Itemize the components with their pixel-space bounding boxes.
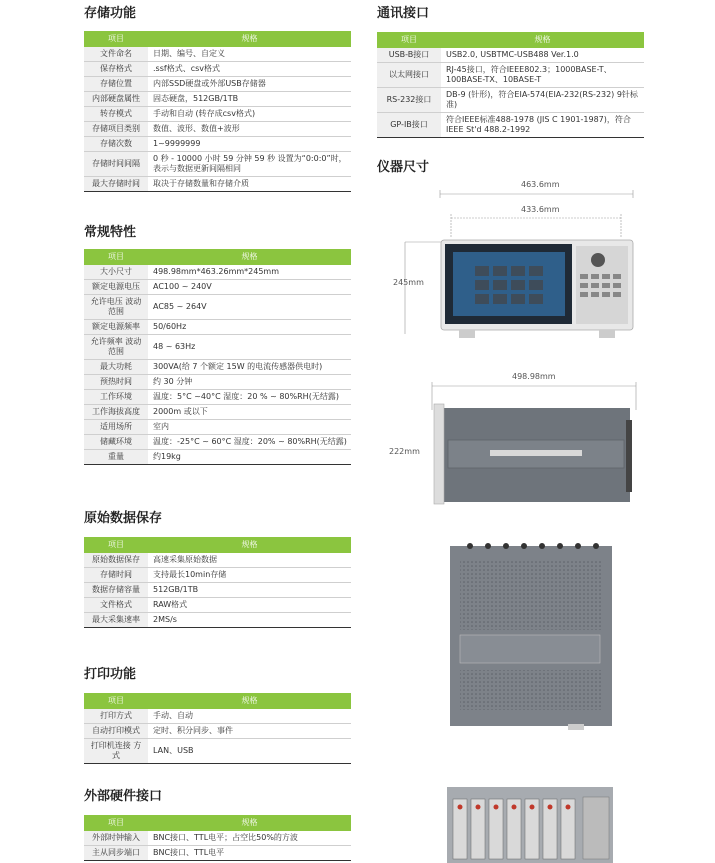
row-key: 文件命名 xyxy=(84,47,148,62)
row-value: 手动、自动 xyxy=(148,709,351,724)
row-value: 约 30 分钟 xyxy=(148,375,351,390)
table-row xyxy=(84,420,351,435)
table-row xyxy=(84,568,351,583)
row-value: AC100 ~ 240V xyxy=(148,280,351,295)
row-key: 工作海拔高度 xyxy=(84,405,148,420)
row-value: USB2.0, USBTMC-USB488 Ver.1.0 xyxy=(441,48,644,63)
row-value: 1~9999999 xyxy=(148,137,351,152)
table-row xyxy=(84,831,351,846)
table-row xyxy=(84,435,351,450)
row-key: 工作环境 xyxy=(84,390,148,405)
row-key: 允许频率 波动范围 xyxy=(84,335,148,360)
row-key: 保存格式 xyxy=(84,62,148,77)
side-view-drawing xyxy=(420,380,645,510)
row-key: 打印机连接 方式 xyxy=(84,739,148,764)
front-view-drawing xyxy=(395,188,645,348)
general-table xyxy=(84,249,351,465)
row-value: RJ-45接口，符合IEEE802.3；1000BASE-T、100BASE-TX、10BASE-T xyxy=(441,63,644,88)
table-row xyxy=(84,122,351,137)
row-value: 定时、积分同步、事件 xyxy=(148,724,351,739)
row-key: 数据存储容量 xyxy=(84,583,148,598)
table-row xyxy=(84,62,351,77)
row-value: BNC接口、TTL电平 xyxy=(148,846,351,861)
table-row xyxy=(84,405,351,420)
row-value: 固态硬盘，512GB/1TB xyxy=(148,92,351,107)
print-title: 打印功能 xyxy=(84,667,137,682)
header-spec: 规格 xyxy=(148,815,351,831)
terminal-view-drawing xyxy=(447,787,617,863)
row-key: 适用场所 xyxy=(84,420,148,435)
header-item: 项目 xyxy=(377,32,441,48)
row-key: 大小尺寸 xyxy=(84,265,148,280)
row-key: 存储位置 xyxy=(84,77,148,92)
row-value: 温度：-25°C ~ 60°C 湿度：20% ~ 80%RH(无结露) xyxy=(148,435,351,450)
height-label: 245mm xyxy=(393,278,424,287)
table-row xyxy=(377,48,644,63)
row-key: 储藏环境 xyxy=(84,435,148,450)
general-title: 常规特性 xyxy=(84,225,137,240)
header-item: 项目 xyxy=(84,815,148,831)
storage-table xyxy=(84,31,351,192)
row-value: 室内 xyxy=(148,420,351,435)
row-key: 外部时钟输入 xyxy=(84,831,148,846)
raw-table xyxy=(84,537,351,628)
row-value: 温度：5°C ~40°C 湿度：20 % ~ 80%RH(无结露) xyxy=(148,390,351,405)
row-value: 498.98mm*463.26mm*245mm xyxy=(148,265,351,280)
front-inner-label: 433.6mm xyxy=(521,205,560,214)
table-row xyxy=(84,295,351,320)
row-value: 约19kg xyxy=(148,450,351,465)
header-spec: 规格 xyxy=(148,249,351,265)
storage-title: 存储功能 xyxy=(84,6,137,21)
table-row xyxy=(84,152,351,177)
rear-view-drawing xyxy=(450,540,620,730)
side-depth-label: 498.98mm xyxy=(512,372,556,381)
row-key: 以太网接口 xyxy=(377,63,441,88)
header-item: 项目 xyxy=(84,537,148,553)
row-key: 最大采集速率 xyxy=(84,613,148,628)
comm-table xyxy=(377,32,644,138)
row-key: 存储时间 xyxy=(84,568,148,583)
table-row xyxy=(377,63,644,88)
row-key: 转存模式 xyxy=(84,107,148,122)
table-row xyxy=(84,709,351,724)
row-value: 512GB/1TB xyxy=(148,583,351,598)
row-key: 重量 xyxy=(84,450,148,465)
table-row xyxy=(84,583,351,598)
row-key: 内部硬盘属性 xyxy=(84,92,148,107)
header-item: 项目 xyxy=(84,249,148,265)
table-row xyxy=(84,390,351,405)
row-key: 主从同步端口 xyxy=(84,846,148,861)
row-value: 数值、波形、数值+波形 xyxy=(148,122,351,137)
table-row xyxy=(84,137,351,152)
table-row xyxy=(84,613,351,628)
front-width-label: 463.6mm xyxy=(521,180,560,189)
row-value: 48 ~ 63Hz xyxy=(148,335,351,360)
row-value: DB-9 (针形)，符合EIA-574(EIA-232(RS-232) 9针标准) xyxy=(441,88,644,113)
row-value: .ssf格式、csv格式 xyxy=(148,62,351,77)
row-value: 0 秒 - 10000 小时 59 分钟 59 秒 设置为“0:0:0”时，表示与数据更新间隔相同 xyxy=(148,152,351,177)
row-value: 日期、编号、自定义 xyxy=(148,47,351,62)
row-value: 50/60Hz xyxy=(148,320,351,335)
row-key: 自动打印模式 xyxy=(84,724,148,739)
table-row xyxy=(84,375,351,390)
row-key: 最大功耗 xyxy=(84,360,148,375)
row-value: 支持最长10min存储 xyxy=(148,568,351,583)
row-value: RAW格式 xyxy=(148,598,351,613)
row-value: 手动和自动 (转存成csv格式) xyxy=(148,107,351,122)
row-value: 2000m 或以下 xyxy=(148,405,351,420)
row-key: 存储项目类别 xyxy=(84,122,148,137)
row-value: 高速采集原始数据 xyxy=(148,553,351,568)
table-row xyxy=(377,88,644,113)
table-row xyxy=(84,280,351,295)
row-key: 额定电源频率 xyxy=(84,320,148,335)
header-spec: 规格 xyxy=(441,32,644,48)
table-row xyxy=(84,320,351,335)
header-spec: 规格 xyxy=(148,693,351,709)
row-key: 存储次数 xyxy=(84,137,148,152)
header-spec: 规格 xyxy=(148,31,351,47)
header-item: 项目 xyxy=(84,693,148,709)
row-value: 内部SSD硬盘或外部USB存储器 xyxy=(148,77,351,92)
header-item: 项目 xyxy=(84,31,148,47)
table-row xyxy=(84,846,351,861)
row-key: 原始数据保存 xyxy=(84,553,148,568)
table-row xyxy=(84,77,351,92)
row-key: 打印方式 xyxy=(84,709,148,724)
row-key: 额定电源电压 xyxy=(84,280,148,295)
table-row xyxy=(84,177,351,192)
row-key: GP-IB接口 xyxy=(377,113,441,138)
table-row xyxy=(84,92,351,107)
table-row xyxy=(84,724,351,739)
table-row xyxy=(84,47,351,62)
raw-title: 原始数据保存 xyxy=(84,511,163,526)
table-row xyxy=(84,739,351,764)
table-row xyxy=(84,360,351,375)
print-table xyxy=(84,693,351,764)
table-row xyxy=(377,113,644,138)
row-value: 300VA(给 7 个额定 15W 的电流传感器供电时) xyxy=(148,360,351,375)
row-value: AC85 ~ 264V xyxy=(148,295,351,320)
table-row xyxy=(84,598,351,613)
table-row xyxy=(84,265,351,280)
comm-title: 通讯接口 xyxy=(377,6,430,21)
row-value: BNC接口、TTL电平；占空比50%的方波 xyxy=(148,831,351,846)
table-row xyxy=(84,450,351,465)
side-height-label: 222mm xyxy=(389,447,420,456)
header-spec: 规格 xyxy=(148,537,351,553)
table-row xyxy=(84,553,351,568)
row-key: 存储时间间隔 xyxy=(84,152,148,177)
row-key: 文件格式 xyxy=(84,598,148,613)
row-value: 符合IEEE标准488-1978 (JIS C 1901-1987)，符合IEEE St'd 488.2-1992 xyxy=(441,113,644,138)
row-value: 2MS/s xyxy=(148,613,351,628)
hardware-table xyxy=(84,815,351,861)
row-key: 最大存储时间 xyxy=(84,177,148,192)
row-key: 允许电压 波动范围 xyxy=(84,295,148,320)
hardware-title: 外部硬件接口 xyxy=(84,789,163,804)
row-value: 取决于存储数量和存储介质 xyxy=(148,177,351,192)
row-key: USB-B接口 xyxy=(377,48,441,63)
row-value: LAN、USB xyxy=(148,739,351,764)
dims-title: 仪器尺寸 xyxy=(377,160,430,175)
row-key: 预热时间 xyxy=(84,375,148,390)
table-row xyxy=(84,335,351,360)
table-row xyxy=(84,107,351,122)
row-key: RS-232接口 xyxy=(377,88,441,113)
